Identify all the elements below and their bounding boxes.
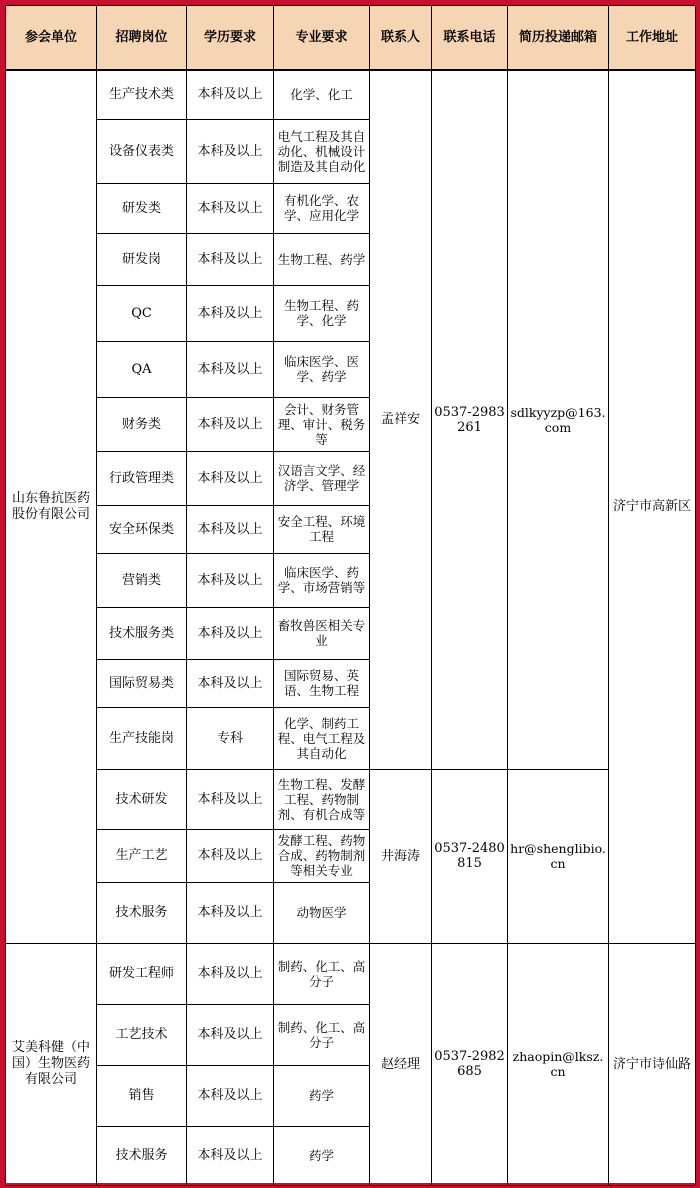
position-cell: 生产技能岗 [97, 707, 187, 769]
major-cell: 发酵工程、药物合成、药物制剂等相关专业 [274, 829, 370, 882]
education-cell: 本科及以上 [187, 233, 274, 285]
position-cell: 生产技术类 [97, 70, 187, 119]
position-cell: 研发岗 [97, 233, 187, 285]
position-cell: 国际贸易类 [97, 659, 187, 707]
table-row [6, 769, 696, 829]
major-cell: 制药、化工、高分子 [274, 1004, 370, 1065]
email-cell-1: sdlkyyzp@163.com [508, 70, 609, 769]
position-cell: 技术研发 [97, 769, 187, 829]
major-cell: 国际贸易、英语、生物工程 [274, 659, 370, 707]
education-cell: 本科及以上 [187, 285, 274, 341]
position-cell: 行政管理类 [97, 451, 187, 505]
education-cell: 本科及以上 [187, 505, 274, 553]
page-frame [5, 5, 695, 1183]
contact-cell-1: 孟祥安 [370, 70, 432, 769]
major-cell: 临床医学、医学、药学 [274, 341, 370, 397]
position-cell: 营销类 [97, 553, 187, 607]
recruitment-table [5, 5, 696, 1186]
position-cell: 研发类 [97, 183, 187, 233]
major-cell: 电气工程及其自动化、机械设计制造及其自动化 [274, 119, 370, 183]
education-cell: 本科及以上 [187, 882, 274, 943]
major-cell: 药学 [274, 1126, 370, 1185]
education-cell: 本科及以上 [187, 1065, 274, 1126]
header-position: 招聘岗位 [97, 6, 187, 71]
position-cell: 技术服务 [97, 1126, 187, 1185]
education-cell: 本科及以上 [187, 607, 274, 659]
education-cell: 本科及以上 [187, 659, 274, 707]
email-cell-3: zhaopin@lksz.cn [508, 943, 609, 1185]
header-major: 专业要求 [274, 6, 370, 71]
education-cell: 本科及以上 [187, 451, 274, 505]
position-cell: QC [97, 285, 187, 341]
phone-cell-1: 0537-2983261 [432, 70, 508, 769]
major-cell: 生物工程、药学 [274, 233, 370, 285]
position-cell: 销售 [97, 1065, 187, 1126]
header-email: 简历投递邮箱 [508, 6, 609, 71]
position-cell: 设备仪表类 [97, 119, 187, 183]
major-cell: 畜牧兽医相关专业 [274, 607, 370, 659]
major-cell: 生物工程、发酵工程、药物制剂、有机合成等 [274, 769, 370, 829]
header-row [6, 6, 696, 71]
education-cell: 本科及以上 [187, 553, 274, 607]
header-phone: 联系电话 [432, 6, 508, 71]
table-row [6, 70, 696, 119]
table-row [6, 943, 696, 1004]
major-cell: 药学 [274, 1065, 370, 1126]
contact-cell-2: 井海涛 [370, 769, 432, 943]
phone-cell-3: 0537-2982685 [432, 943, 508, 1185]
contact-cell-3: 赵经理 [370, 943, 432, 1185]
education-cell: 本科及以上 [187, 829, 274, 882]
phone-cell-2: 0537-2480815 [432, 769, 508, 943]
major-cell: 临床医学、药学、市场营销等 [274, 553, 370, 607]
header-company: 参会单位 [6, 6, 97, 71]
position-cell: 技术服务类 [97, 607, 187, 659]
major-cell: 动物医学 [274, 882, 370, 943]
major-cell: 会计、财务管理、审计、税务等 [274, 397, 370, 451]
education-cell: 本科及以上 [187, 183, 274, 233]
major-cell: 安全工程、环境工程 [274, 505, 370, 553]
address-cell-2: 济宁市诗仙路 [609, 943, 696, 1185]
company-name-2: 艾美科健（中国）生物医药有限公司 [6, 943, 97, 1185]
position-cell: QA [97, 341, 187, 397]
education-cell: 本科及以上 [187, 1126, 274, 1185]
education-cell: 本科及以上 [187, 341, 274, 397]
address-cell-1: 济宁市高新区 [609, 70, 696, 943]
position-cell: 技术服务 [97, 882, 187, 943]
education-cell: 本科及以上 [187, 1004, 274, 1065]
education-cell: 本科及以上 [187, 769, 274, 829]
position-cell: 研发工程师 [97, 943, 187, 1004]
major-cell: 化学、化工 [274, 70, 370, 119]
position-cell: 财务类 [97, 397, 187, 451]
education-cell: 本科及以上 [187, 119, 274, 183]
education-cell: 本科及以上 [187, 70, 274, 119]
education-cell: 本科及以上 [187, 943, 274, 1004]
header-contact: 联系人 [370, 6, 432, 71]
position-cell: 安全环保类 [97, 505, 187, 553]
major-cell: 化学、制药工程、电气工程及其自动化 [274, 707, 370, 769]
education-cell: 专科 [187, 707, 274, 769]
email-cell-2: hr@shenglibio.cn [508, 769, 609, 943]
header-education: 学历要求 [187, 6, 274, 71]
position-cell: 生产工艺 [97, 829, 187, 882]
major-cell: 生物工程、药学、化学 [274, 285, 370, 341]
education-cell: 本科及以上 [187, 397, 274, 451]
major-cell: 汉语言文学、经济学、管理学 [274, 451, 370, 505]
major-cell: 有机化学、农学、应用化学 [274, 183, 370, 233]
position-cell: 工艺技术 [97, 1004, 187, 1065]
major-cell: 制药、化工、高分子 [274, 943, 370, 1004]
header-address: 工作地址 [609, 6, 696, 71]
company-name-1: 山东鲁抗医药股份有限公司 [6, 70, 97, 943]
